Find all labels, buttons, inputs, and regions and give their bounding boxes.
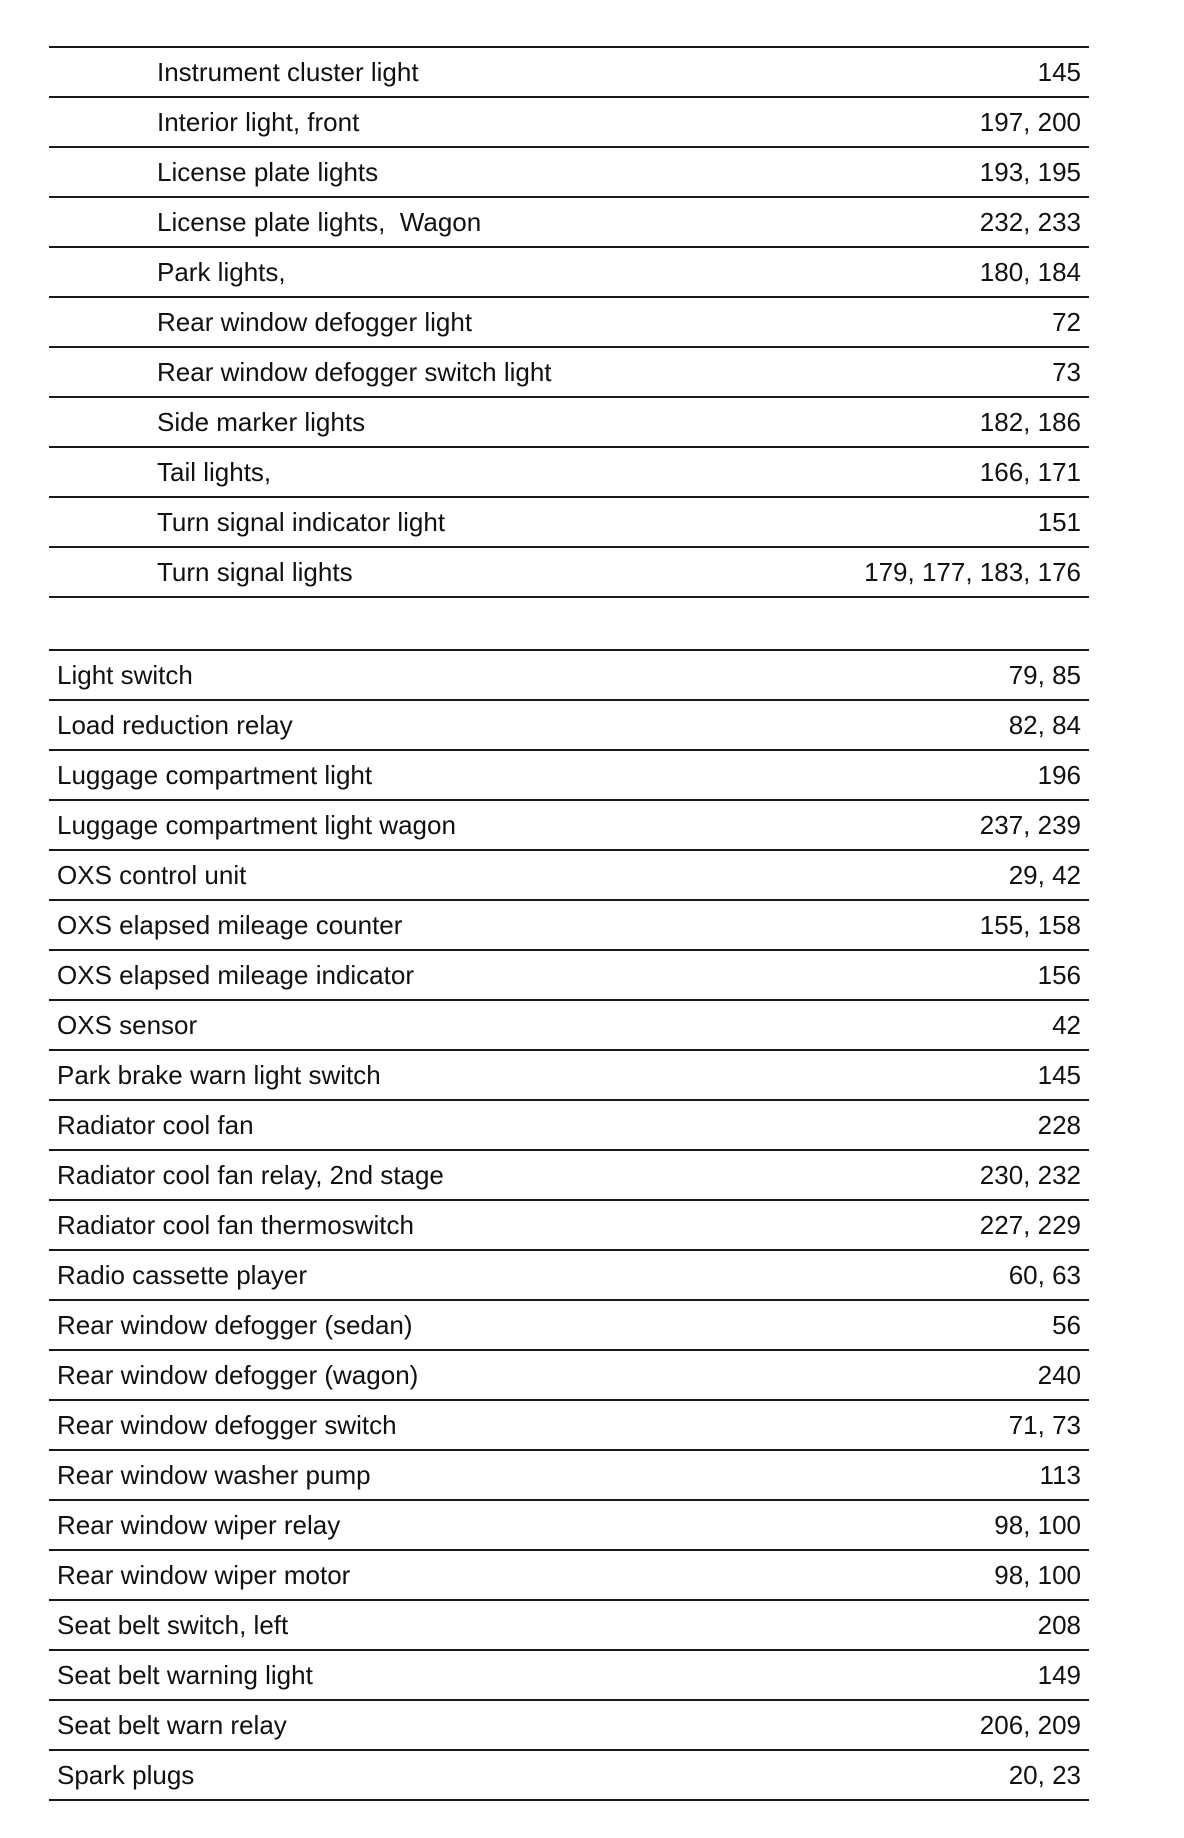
table-row — [49, 348, 1089, 398]
table-row — [49, 901, 1089, 951]
entry-label: Instrument cluster light — [157, 56, 419, 87]
table-row — [49, 1301, 1089, 1351]
table-row — [49, 398, 1089, 448]
table-row — [49, 1451, 1089, 1501]
entry-label: Tail lights, — [157, 456, 272, 487]
entry-label: OXS elapsed mileage counter — [57, 909, 403, 940]
table-row — [49, 98, 1089, 148]
entry-label: Radio cassette player — [57, 1259, 308, 1290]
entry-pages: 155, 158 — [979, 909, 1081, 940]
entry-pages: 227, 229 — [979, 1209, 1081, 1240]
table-row — [49, 498, 1089, 548]
entry-pages: 182, 186 — [979, 406, 1081, 437]
entry-label: Spark plugs — [57, 1759, 195, 1790]
table-row — [49, 1351, 1089, 1401]
entry-label: Seat belt warning light — [57, 1659, 313, 1690]
entry-pages: 98, 100 — [994, 1559, 1081, 1590]
entry-pages: 145 — [1037, 1059, 1081, 1090]
table-row — [49, 801, 1089, 851]
table-row — [49, 248, 1089, 298]
table-row — [49, 1001, 1089, 1051]
table-row — [49, 751, 1089, 801]
entry-label: OXS elapsed mileage indicator — [57, 959, 414, 990]
entry-pages: 149 — [1037, 1659, 1081, 1690]
entry-label: OXS control unit — [57, 859, 247, 890]
entry-pages: 82, 84 — [1008, 709, 1081, 740]
entry-label: Rear window defogger light — [157, 306, 473, 337]
entry-label: Park brake warn light switch — [57, 1059, 381, 1090]
table-row — [49, 1601, 1089, 1651]
entry-label: Light switch — [57, 659, 193, 690]
table-row — [49, 1401, 1089, 1451]
entry-label: Rear window defogger (wagon) — [57, 1359, 419, 1390]
table-row — [49, 1551, 1089, 1601]
entry-pages: 79, 85 — [1008, 659, 1081, 690]
entry-pages: 60, 63 — [1008, 1259, 1081, 1290]
entry-label: License plate lights — [157, 156, 379, 187]
entry-label: Luggage compartment light — [57, 759, 373, 790]
entry-label: Seat belt switch, left — [57, 1609, 289, 1640]
entry-pages: 197, 200 — [979, 106, 1081, 137]
entry-pages: 232, 233 — [979, 206, 1081, 237]
entry-label: Turn signal indicator light — [157, 506, 446, 537]
entry-pages: 20, 23 — [1008, 1759, 1081, 1790]
entry-pages: 73 — [1052, 356, 1081, 387]
entry-label: Radiator cool fan thermoswitch — [57, 1209, 414, 1240]
entry-pages: 193, 195 — [979, 156, 1081, 187]
entry-label: Rear window wiper relay — [57, 1509, 341, 1540]
table-row — [49, 548, 1089, 598]
entry-label: Interior light, front — [157, 106, 360, 137]
table-row — [49, 1251, 1089, 1301]
entry-label: Seat belt warn relay — [57, 1709, 287, 1740]
table-row — [49, 298, 1089, 348]
table-row — [49, 1501, 1089, 1551]
entry-pages: 228 — [1037, 1109, 1081, 1140]
entry-label: Rear window washer pump — [57, 1459, 371, 1490]
table-row — [49, 1701, 1089, 1751]
table-row — [49, 1651, 1089, 1701]
entry-label: Rear window defogger switch — [57, 1409, 397, 1440]
entry-label: Luggage compartment light wagon — [57, 809, 456, 840]
table-row — [49, 198, 1089, 248]
entry-label: Rear window wiper motor — [57, 1559, 351, 1590]
entry-pages: 56 — [1052, 1309, 1081, 1340]
entry-label: License plate lights, Wagon — [157, 206, 482, 237]
entry-pages: 206, 209 — [979, 1709, 1081, 1740]
table-row — [49, 1151, 1089, 1201]
entry-pages: 72 — [1052, 306, 1081, 337]
entry-label: Side marker lights — [157, 406, 366, 437]
table-row — [49, 701, 1089, 751]
table-row — [49, 1201, 1089, 1251]
entry-pages: 145 — [1037, 56, 1081, 87]
entry-pages: 113 — [1039, 1459, 1081, 1490]
entry-pages: 98, 100 — [994, 1509, 1081, 1540]
entry-pages: 230, 232 — [979, 1159, 1081, 1190]
entry-pages: 179, 177, 183, 176 — [864, 556, 1081, 587]
table-row — [49, 1101, 1089, 1151]
entry-label: OXS sensor — [57, 1009, 198, 1040]
sub-entries-table — [49, 46, 1089, 598]
entry-label: Radiator cool fan — [57, 1109, 254, 1140]
entry-pages: 42 — [1052, 1009, 1081, 1040]
table-row — [49, 1051, 1089, 1101]
entry-pages: 208 — [1037, 1609, 1081, 1640]
entry-label: Turn signal lights — [157, 556, 353, 587]
table-row — [49, 851, 1089, 901]
table-row — [49, 148, 1089, 198]
table-row — [49, 951, 1089, 1001]
entry-pages: 71, 73 — [1008, 1409, 1081, 1440]
entry-label: Park lights, — [157, 256, 286, 287]
entry-pages: 237, 239 — [979, 809, 1081, 840]
main-entries-table — [49, 649, 1089, 1801]
entry-pages: 180, 184 — [979, 256, 1081, 287]
table-row — [49, 1751, 1089, 1801]
table-row — [49, 649, 1089, 701]
entry-label: Radiator cool fan relay, 2nd stage — [57, 1159, 444, 1190]
table-row — [49, 46, 1089, 98]
entry-label: Rear window defogger (sedan) — [57, 1309, 413, 1340]
entry-pages: 29, 42 — [1008, 859, 1081, 890]
entry-pages: 196 — [1037, 759, 1081, 790]
entry-pages: 151 — [1037, 506, 1081, 537]
table-row — [49, 448, 1089, 498]
entry-label: Load reduction relay — [57, 709, 293, 740]
entry-pages: 166, 171 — [979, 456, 1081, 487]
entry-pages: 240 — [1037, 1359, 1081, 1390]
entry-label: Rear window defogger switch light — [157, 356, 552, 387]
entry-pages: 156 — [1037, 959, 1081, 990]
